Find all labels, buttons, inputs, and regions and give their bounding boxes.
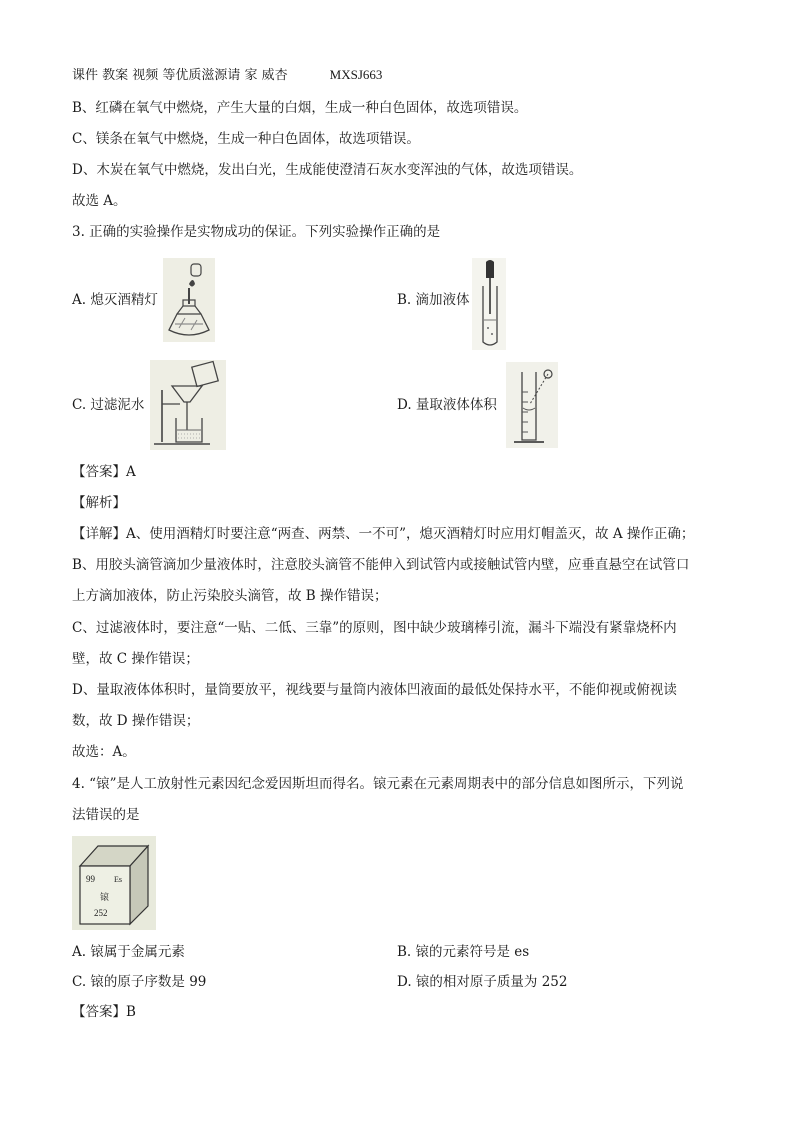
q3-option-d: D. 量取液体体积: [397, 397, 497, 413]
q3-detail-line: 上方滴加液体，防止污染胶头滴管，故 B 操作错误；: [72, 588, 388, 604]
q3-stem: 3. 正确的实验操作是实物成功的保证。下列实验操作正确的是: [72, 224, 441, 240]
answer-value: B: [126, 1004, 136, 1020]
q3-analysis-label: 【解析】: [72, 495, 126, 511]
header-code: MXSJ663: [329, 67, 383, 82]
q3-detail-line: 壁，故 C 操作错误；: [72, 651, 199, 667]
q4-option-d: D. 锿的相对原子质量为 252: [397, 974, 568, 990]
q2-option-c-explanation: C、镁条在氧气中燃烧，生成一种白色固体，故选项错误。: [72, 131, 420, 147]
dropper-figure: [472, 258, 506, 350]
q2-choice: 故选 A。: [72, 193, 127, 209]
element-number: 99: [86, 874, 95, 884]
header-line: [72, 66, 382, 85]
q4-stem-line-1: 4. “锿”是人工放射性元素因纪念爱因斯坦而得名。锿元素在元素周期表中的部分信息如图所示，下列说: [72, 776, 684, 792]
q3-option-b: B. 滴加液体: [397, 292, 470, 308]
element-mass: 252: [94, 908, 108, 918]
measuring-cylinder-figure: [506, 362, 558, 448]
q4-answer: [72, 1003, 136, 1021]
q3-answer: [72, 463, 136, 481]
q3-option-a: A. 熄灭酒精灯: [72, 292, 158, 308]
q3-detail-line: B、用胶头滴管滴加少量液体时，注意胶头滴管不能伸入到试管内或接触试管内壁，应垂直悬空在试管口: [72, 557, 690, 573]
q4-option-c: C. 锿的原子序数是 99: [72, 974, 207, 990]
q4-option-a: A. 锿属于金属元素: [72, 944, 185, 960]
element-symbol: Es: [114, 875, 122, 884]
q4-stem-line-2: 法错误的是: [72, 807, 140, 823]
q3-detail-line: C、过滤液体时，要注意“一贴、二低、三靠”的原则，图中缺少玻璃棒引流，漏斗下端没有紧靠烧杯内: [72, 620, 677, 636]
element-name: 锿: [100, 893, 110, 903]
header-text: 课件 教案 视频 等优质滋源请 家 威杏: [72, 68, 288, 83]
q4-option-b: B. 锿的元素符号是 es: [397, 944, 530, 960]
element-card-figure: [72, 836, 156, 930]
q2-option-b-explanation: B、红磷在氧气中燃烧，产生大量的白烟，生成一种白色固体，故选项错误。: [72, 100, 528, 116]
q3-option-c: C. 过滤泥水: [72, 397, 145, 413]
alcohol-lamp-figure: [163, 258, 215, 342]
answer-label: 【答案】: [72, 464, 126, 480]
q3-detail-line: 【详解】A、使用酒精灯时要注意“两查、两禁、一不可”，熄灭酒精灯时应用灯帽盖灭，故 A 操作正确；: [72, 526, 695, 542]
q3-detail-line: 数，故 D 操作错误；: [72, 713, 200, 729]
q2-option-d-explanation: D、木炭在氧气中燃烧，发出白光，生成能使澄清石灰水变浑浊的气体，故选项错误。: [72, 162, 583, 178]
q3-detail-line: D、量取液体体积时，量筒要放平，视线要与量筒内液体凹液面的最低处保持水平，不能仰视或俯视读: [72, 682, 677, 698]
q3-detail-line: 故选：A。: [72, 744, 136, 760]
answer-value: A: [126, 464, 136, 480]
filtration-figure: [150, 360, 226, 450]
answer-label: 【答案】: [72, 1004, 126, 1020]
